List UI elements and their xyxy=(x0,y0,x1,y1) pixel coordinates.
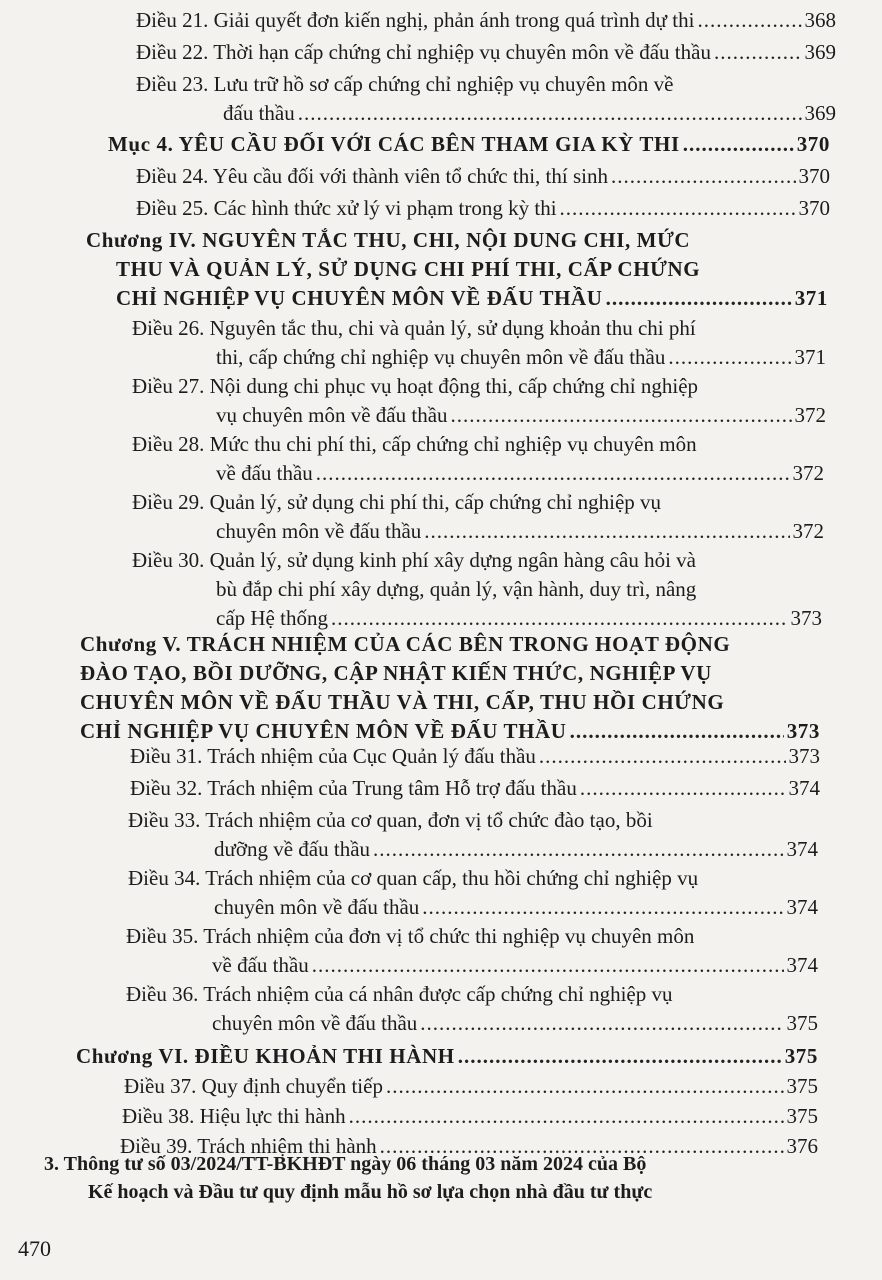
toc-entry-line xyxy=(132,604,822,633)
toc-entry-text: Điều 27. Nội dung chi phục vụ hoạt động thi, cấp chứng chỉ nghiệp xyxy=(132,374,699,398)
toc-entry-line xyxy=(136,38,836,67)
toc-entry-text: Điều 32. Trách nhiệm của Trung tâm Hỗ trợ đấu thầu xyxy=(130,776,577,800)
toc-entry xyxy=(136,194,830,223)
toc-entry-text: về đấu thầu xyxy=(216,461,313,485)
toc-entry xyxy=(126,980,818,1038)
toc-entry-line xyxy=(132,430,824,459)
toc-entry-text: Điều 34. Trách nhiệm của cơ quan cấp, thu hồi chứng chỉ nghiệp vụ xyxy=(128,866,699,890)
toc-entry-line xyxy=(124,1072,818,1101)
toc-heading xyxy=(86,226,828,313)
dot-leader xyxy=(560,194,796,223)
toc-entry-text: CHỈ NGHIỆP VỤ CHUYÊN MÔN VỀ ĐẤU THẦU xyxy=(116,286,603,310)
toc-entry-text: đấu thầu xyxy=(223,101,295,125)
toc-entry-text: Mục 4. YÊU CẦU ĐỐI VỚI CÁC BÊN THAM GIA KỲ THI xyxy=(108,132,680,156)
toc-entry-text: thi, cấp chứng chỉ nghiệp vụ chuyên môn về đấu thầu xyxy=(216,345,666,369)
toc-page-number: 375 xyxy=(784,1044,818,1068)
dot-leader xyxy=(312,951,784,980)
dot-leader xyxy=(349,1102,784,1131)
toc-entry-line xyxy=(126,922,818,951)
dot-leader xyxy=(316,459,790,488)
toc-entry-text: Điều 39. Trách nhiệm thi hành xyxy=(120,1134,377,1158)
toc-page-number: 371 xyxy=(794,286,828,310)
toc-entry-text: vụ chuyên môn về đấu thầu xyxy=(216,403,448,427)
toc-entry xyxy=(132,314,826,372)
toc-entry-line xyxy=(136,70,836,99)
toc-page-number: 373 xyxy=(786,719,820,743)
toc-entry xyxy=(124,1072,818,1101)
toc-entry-text: Điều 38. Hiệu lực thi hành xyxy=(122,1104,346,1128)
dot-leader xyxy=(458,1042,782,1071)
toc-entry-line xyxy=(136,194,830,223)
toc-entry-text: ĐÀO TẠO, BỒI DƯỠNG, CẬP NHẬT KIẾN THỨC, NGHIỆP VỤ xyxy=(80,661,712,685)
toc-page-number: 373 xyxy=(788,744,820,768)
toc-entry-text: chuyên môn về đấu thầu xyxy=(214,895,420,919)
dot-leader xyxy=(373,835,783,864)
toc-entry-line xyxy=(128,835,818,864)
toc-entry-line xyxy=(132,488,824,517)
toc-entry-line xyxy=(132,372,826,401)
toc-entry-line xyxy=(128,864,818,893)
dot-leader xyxy=(668,343,791,372)
toc-entry-line xyxy=(132,343,826,372)
dot-leader xyxy=(539,742,786,771)
dot-leader xyxy=(420,1009,783,1038)
toc-entry-line xyxy=(108,130,830,159)
toc-entry-text: Chương IV. NGUYÊN TẮC THU, CHI, NỘI DUNG CHI, MỨC xyxy=(86,228,691,252)
toc-entry-line xyxy=(80,659,820,688)
toc-entry xyxy=(136,70,836,128)
dot-leader xyxy=(611,162,796,191)
toc-entry-line xyxy=(76,1042,818,1071)
toc-page-number: 374 xyxy=(786,953,818,977)
toc-entry-text: Điều 22. Thời hạn cấp chứng chỉ nghiệp vụ chuyên môn về đấu thầu xyxy=(136,40,711,64)
toc-entry-line xyxy=(132,546,822,575)
toc-entry-line xyxy=(126,980,818,1009)
toc-entry xyxy=(130,742,820,771)
toc-entry-line xyxy=(130,774,820,803)
toc-entry-text: Điều 28. Mức thu chi phí thi, cấp chứng chỉ nghiệp vụ chuyên môn xyxy=(132,432,697,456)
section-3-heading xyxy=(44,1150,804,1206)
toc-entry-line xyxy=(86,255,828,284)
toc-page-number: 372 xyxy=(792,461,824,485)
toc-page-number: 368 xyxy=(804,8,836,32)
toc-entry-text: Điều 37. Quy định chuyển tiếp xyxy=(124,1074,383,1098)
section-3-line-2: Kế hoạch và Đầu tư quy định mẫu hồ sơ lựa chọn nhà đầu tư thực xyxy=(88,1181,653,1203)
toc-entry-line xyxy=(132,575,822,604)
toc-entry-text: Điều 29. Quản lý, sử dụng chi phí thi, cấp chứng chỉ nghiệp vụ xyxy=(132,490,662,514)
dot-leader xyxy=(714,38,802,67)
toc-entry-text: về đấu thầu xyxy=(212,953,309,977)
toc-page-number: 370 xyxy=(796,132,830,156)
toc-entry-text: Điều 30. Quản lý, sử dụng kinh phí xây dựng ngân hàng câu hỏi và xyxy=(132,548,697,572)
toc-page-number: 376 xyxy=(786,1134,818,1158)
toc-entry-line xyxy=(86,284,828,313)
toc-entry-text: CHUYÊN MÔN VỀ ĐẤU THẦU VÀ THI, CẤP, THU HỒI CHỨNG xyxy=(80,690,725,714)
toc-page-number: 374 xyxy=(786,895,818,919)
toc-entry-text: cấp Hệ thống xyxy=(216,606,328,630)
toc-page-number: 369 xyxy=(804,40,836,64)
toc-entry xyxy=(132,430,824,488)
toc-page-number: 374 xyxy=(786,837,818,861)
toc-entry xyxy=(136,38,836,67)
toc-entry-line xyxy=(80,630,820,659)
toc-entry-line xyxy=(128,806,818,835)
toc-entry-line xyxy=(136,162,830,191)
toc-page-number: 374 xyxy=(788,776,820,800)
toc-entry-line xyxy=(80,688,820,717)
toc-entry-text: Điều 31. Trách nhiệm của Cục Quản lý đấu thầu xyxy=(130,744,536,768)
toc-page-number: 372 xyxy=(792,519,824,543)
toc-entry-line xyxy=(86,226,828,255)
toc-page-number: 372 xyxy=(794,403,826,427)
toc-heading xyxy=(108,130,830,159)
toc-entry-text: Điều 24. Yêu cầu đối với thành viên tổ chức thi, thí sinh xyxy=(136,164,608,188)
dot-leader xyxy=(606,284,792,313)
toc-entry-line xyxy=(122,1102,818,1131)
toc-entry-text: Chương VI. ĐIỀU KHOẢN THI HÀNH xyxy=(76,1044,455,1068)
toc-entry-text: Điều 21. Giải quyết đơn kiến nghị, phản ánh trong quá trình dự thi xyxy=(136,8,695,32)
dot-leader xyxy=(422,893,783,922)
dot-leader xyxy=(451,401,792,430)
toc-entry-line xyxy=(132,459,824,488)
toc-heading xyxy=(76,1042,818,1071)
dot-leader xyxy=(298,99,802,128)
toc-entry-text: Chương V. TRÁCH NHIỆM CỦA CÁC BÊN TRONG HOẠT ĐỘNG xyxy=(80,632,731,656)
section-3-line-1: 3. Thông tư số 03/2024/TT-BKHĐT ngày 06 tháng 03 năm 2024 của Bộ xyxy=(44,1153,647,1175)
toc-page-number: 369 xyxy=(804,101,836,125)
toc-entry-text: chuyên môn về đấu thầu xyxy=(216,519,422,543)
toc-entry xyxy=(128,806,818,864)
dot-leader xyxy=(424,517,789,546)
toc-entry-text: Điều 36. Trách nhiệm của cá nhân được cấp chứng chỉ nghiệp vụ xyxy=(126,982,673,1006)
toc-entry-text: THU VÀ QUẢN LÝ, SỬ DỤNG CHI PHÍ THI, CẤP CHỨNG xyxy=(116,257,701,281)
toc-entry xyxy=(132,546,822,633)
page-number: 470 xyxy=(18,1236,51,1261)
toc-page-number: 373 xyxy=(790,606,822,630)
toc-entry-line xyxy=(126,951,818,980)
toc-entry-text: Điều 25. Các hình thức xử lý vi phạm trong kỳ thi xyxy=(136,196,557,220)
toc-entry xyxy=(136,6,836,35)
toc-page-number: 371 xyxy=(794,345,826,369)
toc-page-number: 370 xyxy=(798,164,830,188)
toc-entry xyxy=(122,1102,818,1131)
toc-entry-line xyxy=(136,6,836,35)
toc-entry-text: Điều 35. Trách nhiệm của đơn vị tổ chức thi nghiệp vụ chuyên môn xyxy=(126,924,695,948)
dot-leader xyxy=(331,604,788,633)
toc-entry-line xyxy=(128,893,818,922)
toc-entry xyxy=(128,864,818,922)
toc-entry-text: Điều 33. Trách nhiệm của cơ quan, đơn vị tổ chức đào tạo, bồi xyxy=(128,808,653,832)
toc-entry-text: chuyên môn về đấu thầu xyxy=(212,1011,418,1035)
toc-entry-line xyxy=(132,314,826,343)
dot-leader xyxy=(580,774,786,803)
toc-entry-line xyxy=(126,1009,818,1038)
toc-entry xyxy=(132,488,824,546)
toc-entry-text: bù đắp chi phí xây dựng, quản lý, vận hành, duy trì, nâng xyxy=(216,577,697,601)
toc-entry-line xyxy=(132,517,824,546)
toc-entry-line xyxy=(132,401,826,430)
toc-entry-text: Điều 23. Lưu trữ hồ sơ cấp chứng chỉ nghiệp vụ chuyên môn về xyxy=(136,72,674,96)
toc-entry-text: CHỈ NGHIỆP VỤ CHUYÊN MÔN VỀ ĐẤU THẦU xyxy=(80,719,567,743)
toc-page-number: 370 xyxy=(798,196,830,220)
toc-entry xyxy=(126,922,818,980)
dot-leader xyxy=(386,1072,784,1101)
toc-entry xyxy=(136,162,830,191)
toc-page-number: 375 xyxy=(786,1074,818,1098)
toc-page-number: 375 xyxy=(786,1104,818,1128)
toc-entry-line xyxy=(130,742,820,771)
toc-entry xyxy=(132,372,826,430)
toc-entry-line xyxy=(136,99,836,128)
toc-entry-text: Điều 26. Nguyên tắc thu, chi và quản lý, sử dụng khoản thu chi phí xyxy=(132,316,696,340)
toc-page-number: 375 xyxy=(786,1011,818,1035)
toc-entry xyxy=(130,774,820,803)
dot-leader xyxy=(683,130,794,159)
toc-heading xyxy=(80,630,820,746)
dot-leader xyxy=(697,6,801,35)
toc-entry-text: dưỡng về đấu thầu xyxy=(214,837,371,861)
